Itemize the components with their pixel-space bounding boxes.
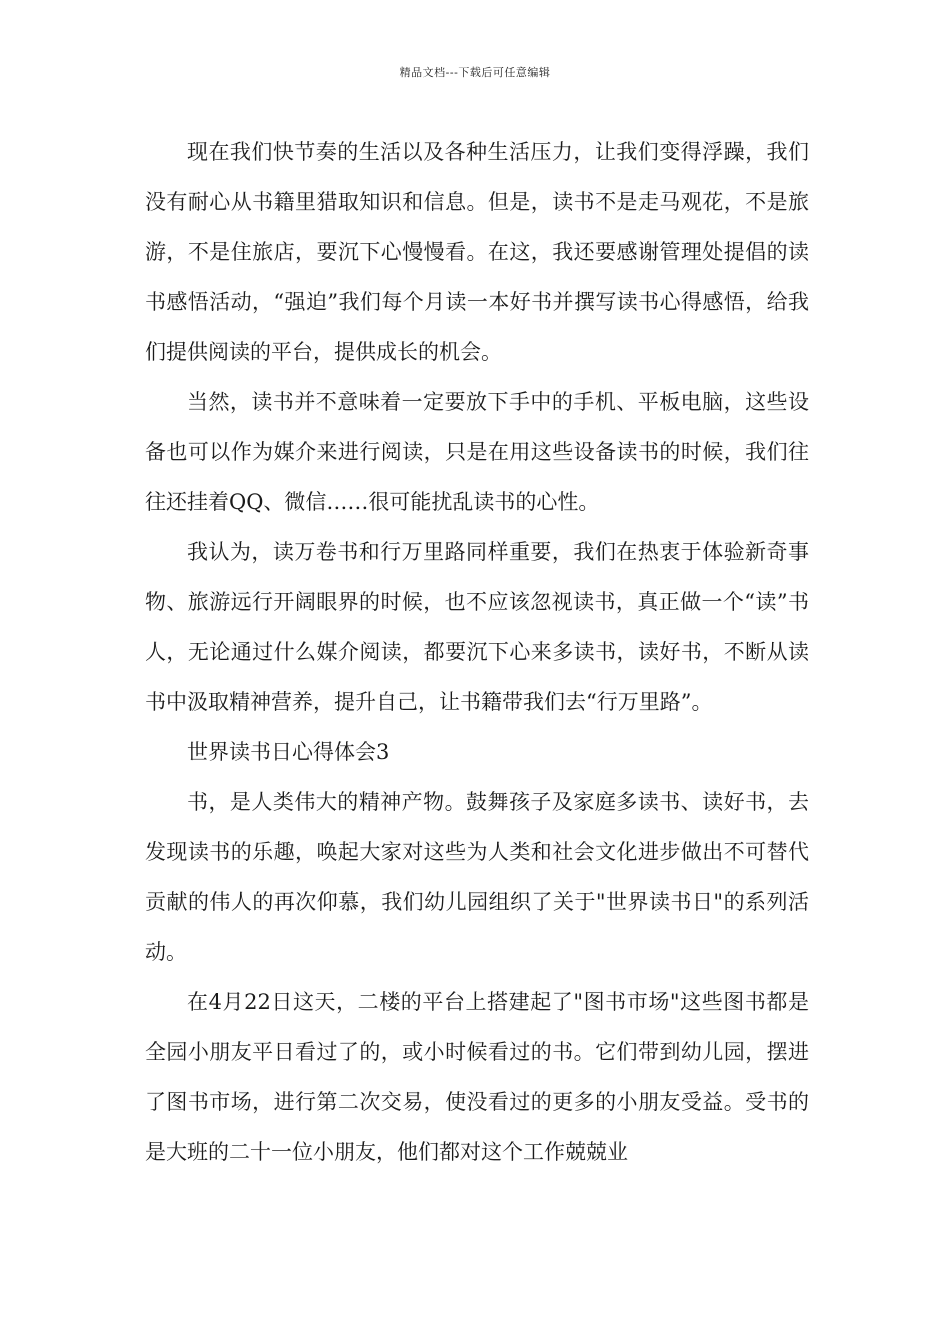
- paragraph-1: 现在我们快节奏的生活以及各种生活压力，让我们变得浮躁，我们没有耐心从书籍里猎取知识和信息。但是，读书不是走马观花，不是旅游，不是住旅店，要沉下心慢慢看。在这，我还要感谢管理处提倡的读书感悟活动，“强迫”我们每个月读一本好书并撰写读书心得感悟，给我们提供阅读的平台，提供成长的机会。: [145, 140, 809, 364]
- paragraph-5: 在4月22日这天，二楼的平台上搭建起了"图书市场"这些图书都是全园小朋友平日看过了的，或小时候看过的书。它们带到幼儿园，摆进了图书市场，进行第二次交易，使没看过的更多的小朋友受益。受书的是大班的二十一位小朋友，他们都对这个工作兢兢业: [145, 990, 809, 1164]
- paragraph-4: 书，是人类伟大的精神产物。鼓舞孩子及家庭多读书、读好书，去发现读书的乐趣，唤起大家对这些为人类和社会文化进步做出不可替代贡献的伟人的再次仰慕，我们幼儿园组织了关于"世界读书日"的系列活动。: [145, 790, 809, 964]
- document-body: [145, 127, 809, 1177]
- paragraph-2: 当然，读书并不意味着一定要放下手中的手机、平板电脑，这些设备也可以作为媒介来进行阅读，只是在用这些设备读书的时候，我们往往还挂着QQ、微信……很可能扰乱读书的心性。: [145, 390, 809, 514]
- page-header: 精品文档---下载后可任意编辑: [399, 66, 551, 79]
- section-heading: 世界读书日心得体会3: [187, 740, 390, 764]
- paragraph-3: 我认为，读万卷书和行万里路同样重要，我们在热衷于体验新奇事物、旅游远行开阔眼界的时候，也不应该忽视读书，真正做一个“读”书人，无论通过什么媒介阅读，都要沉下心来多读书，读好书，不断从读书中汲取精神营养，提升自己，让书籍带我们去“行万里路”。: [145, 540, 809, 714]
